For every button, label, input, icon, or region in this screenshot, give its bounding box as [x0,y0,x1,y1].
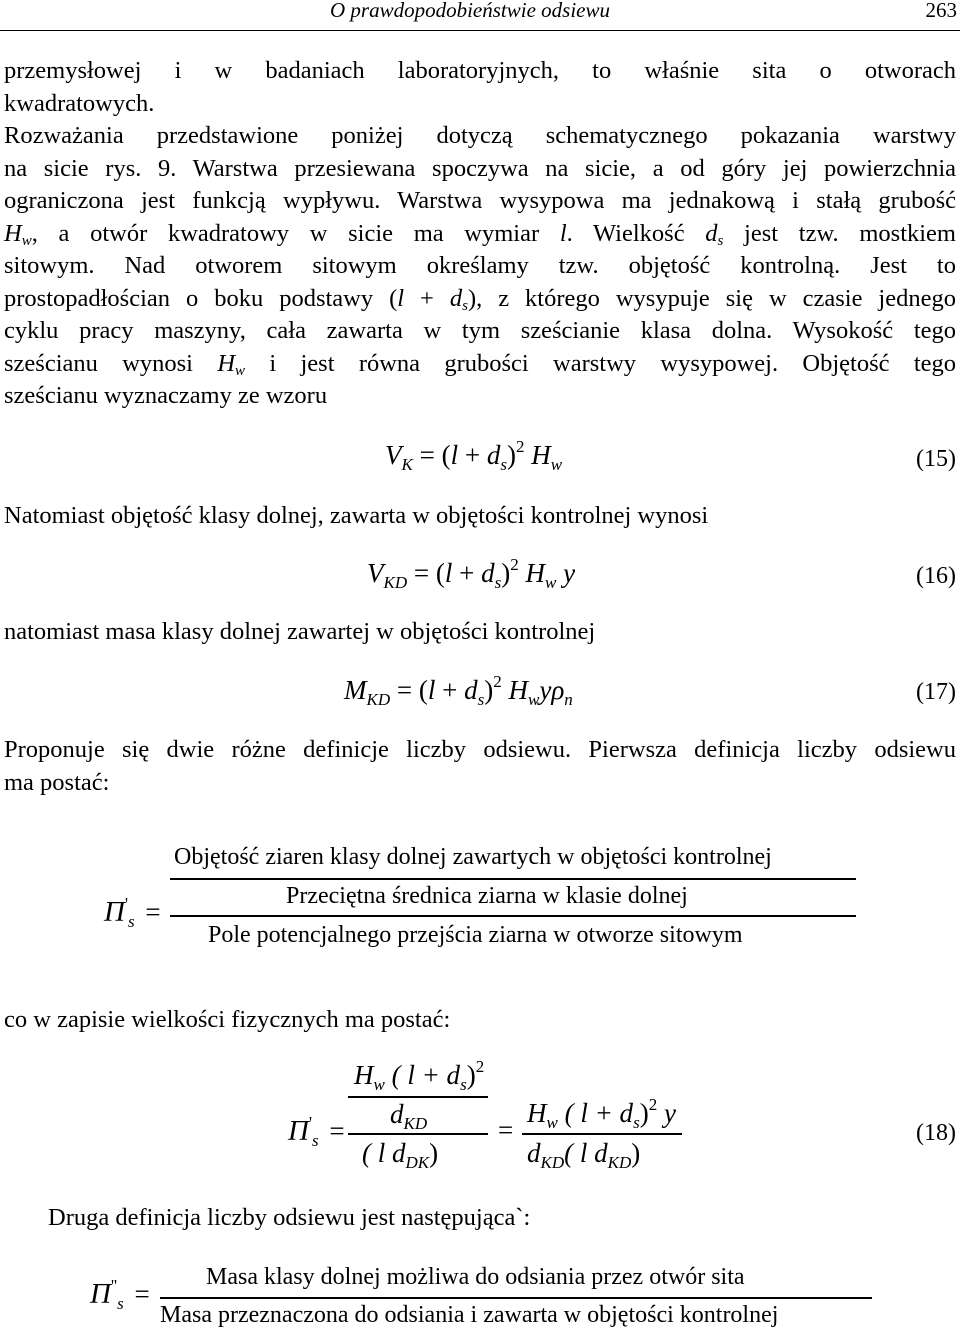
symbol-pi: Π [104,896,125,928]
symbol-y: y [663,1098,676,1128]
subscript-w: w [373,1075,385,1094]
paren-open: ( [441,440,451,470]
symbol-pi: Π [288,1115,309,1147]
subscript-w: w [544,573,557,592]
header-rule [0,30,960,31]
equation-16 [367,555,576,592]
symbol-d: d [527,1138,541,1168]
subscript-w: w [235,362,246,379]
symbol-l: l [450,440,459,470]
symbol-H: H [217,349,236,377]
text-span: ), z którego wysypuje się w czasie jednego [467,284,956,312]
text-line: Natomiast objętość klasy dolnej, zawarta w objętości kontrolnej wynosi [4,502,709,529]
pi-prime-label [288,1115,345,1148]
subscript-w: w [546,1113,558,1132]
text-span: i jest równa grubości warstwy wysypowej. Objętość tego [269,349,957,377]
equation-15 [385,437,563,474]
plus-sign: + [459,558,475,588]
exponent-2: 2 [493,672,502,691]
equals-sign: = [329,1116,345,1146]
text-span: sześcianu wynosi [4,349,193,377]
equals-sign-2 [498,1115,513,1146]
paren-close: ) [501,558,511,588]
fraction-numerator: Masa klasy dolnej możliwa do odsiania przez otwór sita [206,1264,745,1290]
symbol-V: V [385,440,402,470]
fraction-line [348,1096,488,1098]
text-line: natomiast masa klasy dolnej zawartej w objętości kontrolnej [4,618,596,645]
subscript-DK: DK [405,1153,430,1172]
paren-close: ) [429,1138,439,1168]
fraction-denominator: Pole potencjalnego przejścia ziarna w otworze sitowym [208,922,743,948]
symbol-H: H [4,219,22,247]
subscript-K: K [401,455,413,474]
paren-close: ) [631,1138,641,1168]
subscript-s: s [312,1131,319,1150]
text-line [4,218,956,251]
subscript-s: s [633,1113,640,1132]
text-line: na sicie rys. 9. Warstwa przesiewana spoczywa na sicie, a od góry jej powierzchnia [4,154,956,182]
fraction-numerator: Objętość ziaren klasy dolnej zawartych w objętości kontrolnej [174,844,772,870]
paragraph-physical-form [4,1004,956,1037]
subscript-s: s [128,912,135,931]
fraction-line-main [170,915,856,917]
equation-number: (17) [916,679,956,705]
text-line: sitowym. Nad otworem sitowym określamy tzw. objętość kontrolną. Jest to [4,252,956,279]
fraction-line-top [170,878,856,880]
fraction-denominator: Masa przeznaczona do odsiania i zawarta w objętości kontrolnej [160,1302,779,1328]
symbol-H: H [354,1060,374,1090]
symbol-l: l [444,558,453,588]
expression: ( l + d [564,1098,634,1128]
symbol-H: H [525,558,545,588]
symbol-d: d [464,675,478,705]
text-span: jest tzw. mostkiem [744,219,956,247]
symbol-d: d [449,284,463,312]
paragraph-second-definition [48,1202,960,1235]
text-line: ograniczona jest funkcją wypływu. Warstwa wysypowa ma jednakową i stałą grubość [4,187,956,214]
right-numerator [527,1095,676,1132]
expression: ( l d [564,1138,608,1168]
symbol-d: d [486,440,501,470]
text-line: Proponuje się dwie różne definicje liczby odsiewu. Pierwsza definicja liczby odsiewu [4,736,956,763]
page-number: 263 [925,0,957,22]
exponent-2: 2 [648,1095,658,1114]
equals-sign: = [396,675,413,705]
equals-sign: = [419,440,435,470]
exponent-2: 2 [475,1057,485,1076]
equals-sign: = [413,558,430,588]
equals-sign: = [134,1279,150,1309]
symbol-d: d [390,1099,404,1129]
text-span: prostopadłościan o boku podstawy ( [4,284,398,312]
exponent-2: 2 [515,437,525,456]
paren-close: ) [466,1060,476,1090]
paragraph-lower-class-volume [4,500,956,533]
paren-open: ( [435,558,445,588]
symbol-M: M [344,675,367,705]
prime-mark: '' [110,1276,118,1295]
symbol-rho: ρ [551,675,565,705]
running-title: O prawdopodobieństwie odsiewu [330,0,611,22]
subscript-KD: KD [383,573,408,592]
equals-sign: = [145,897,161,927]
text-line: Rozważania przedstawione poniżej dotyczą schematycznego pokazania warstwy [4,122,956,149]
subscript-s: s [117,1294,124,1313]
fraction-middle: Przeciętna średnica ziarna w klasie dolnej [286,883,688,909]
fraction-line-main [348,1133,488,1135]
prime-mark: ' [124,894,129,913]
equals-sign: = [498,1115,514,1145]
symbol-V: V [367,558,384,588]
subscript-s: s [477,690,485,709]
text-line: Druga definicja liczby odsiewu jest następująca`: [48,1204,531,1231]
pi-prime-label [104,896,161,929]
subscript-w: w [550,455,563,474]
symbol-y: y [563,558,576,588]
pi-double-prime-label [90,1278,150,1311]
paren-close: ) [639,1098,649,1128]
left-numerator [354,1057,485,1094]
text-line: cyklu pracy maszyny, cała zawarta w tym sześcianie klasa dolna. Wysokość tego [4,317,956,344]
symbol-l: l [397,284,405,312]
paragraph-lower-class-mass [4,616,956,649]
symbol-d: d [481,558,495,588]
text-span: + [404,284,450,312]
plus-sign: + [442,675,458,705]
subscript-s: s [462,297,468,314]
paren-open: ( [418,675,428,705]
fraction-line-main [160,1297,872,1299]
equation-17 [344,672,573,709]
paren-close: ) [484,675,494,705]
text-span: , a otwór kwadratowy w sicie ma wymiar [31,219,540,247]
subscript-w: w [527,690,540,709]
symbol-H: H [531,440,551,470]
symbol-H: H [508,675,528,705]
right-denominator [527,1138,641,1172]
plus-sign: + [464,440,481,470]
symbol-pi: Π [90,1278,111,1310]
subscript-KD: KD [607,1153,632,1172]
subscript-KD: KD [540,1153,565,1172]
equation-number: (18) [916,1120,956,1146]
subscript-KD: KD [403,1114,428,1133]
text-line: kwadratowych. [4,89,155,117]
subscript-w: w [21,232,32,249]
subscript-s: s [460,1075,467,1094]
symbol-l: l [559,219,567,247]
subscript-s: s [494,573,502,592]
subscript-KD: KD [366,690,391,709]
fraction-line [522,1133,682,1135]
symbol-H: H [527,1098,547,1128]
text-span: . Wielkość [566,219,685,247]
expression: ( l + d [391,1060,461,1090]
left-middle [390,1099,428,1133]
equation-number: (16) [916,563,956,589]
subscript-n: n [564,690,573,709]
text-line [4,283,956,316]
paragraph-control-volume [4,120,956,413]
subscript-s: s [500,455,507,474]
symbol-d: d [705,219,718,247]
left-denominator [362,1138,439,1172]
text-line: sześcianu wyznaczamy ze wzoru [4,382,328,409]
symbol-y: y [539,675,552,705]
text-line: ma postać: [4,768,110,796]
paragraph-intro [4,55,956,120]
equation-number: (15) [916,446,956,472]
text-line [4,348,956,381]
expression: ( l d [362,1138,406,1168]
paren-close: ) [506,440,516,470]
text-line: przemysłowej i w badaniach laboratoryjnych, to właśnie sita o otworach [4,57,956,84]
text-line: co w zapisie wielkości fizycznych ma postać: [4,1006,451,1033]
subscript-s: s [717,232,724,249]
paragraph-definitions [4,734,956,799]
symbol-l: l [427,675,436,705]
prime-mark: ' [308,1113,313,1132]
exponent-2: 2 [510,555,519,574]
